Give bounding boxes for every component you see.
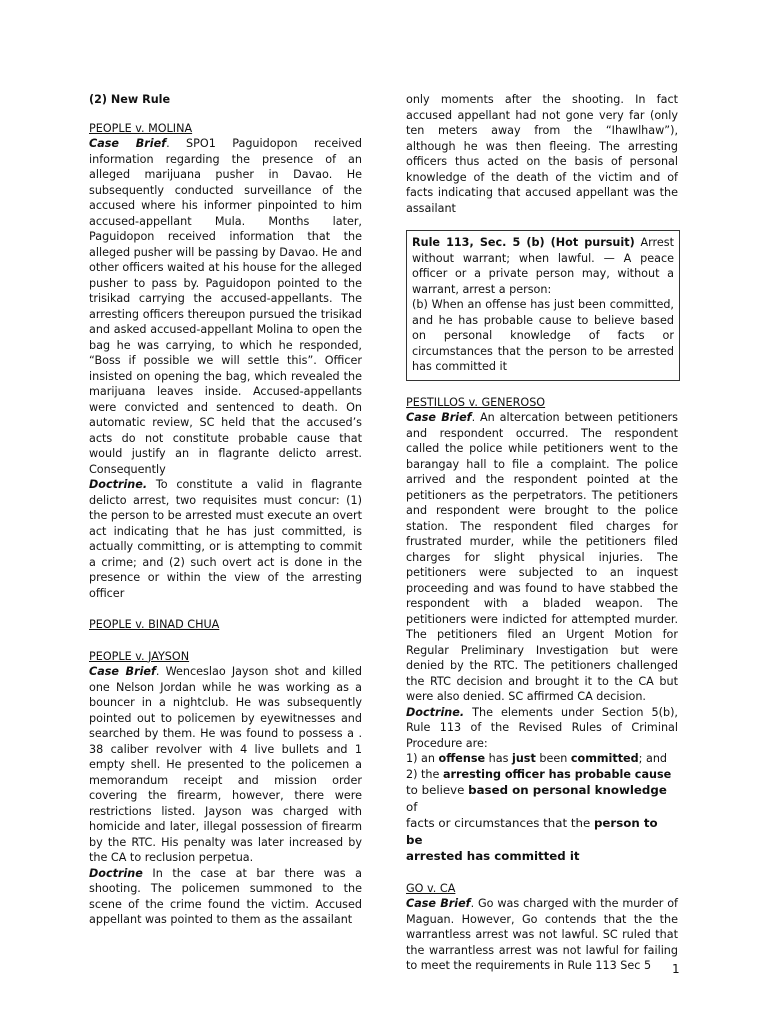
section-heading: (2) New Rule <box>89 93 171 106</box>
case-title-molina: PEOPLE v. MOLINA <box>89 121 193 135</box>
rule-box-text: Arrest without warrant; when lawful. — A peace officer or a private person may, without a warrant, arrest a person: <box>412 236 674 296</box>
element-2 <box>406 767 678 783</box>
continuation-text: only moments after the shooting. In fact accused appellant had not gone very far (only ten meters away from the “Ihawlhaw”), although he was then fleeing. The arresting officers thus acted on the basis of personal knowledge of the death of the victim and of facts indicating that accused appellant was the assailant <box>406 93 678 215</box>
element-text: ; and <box>638 752 668 765</box>
case-brief-molina <box>89 136 362 477</box>
element-bold: just <box>512 752 536 765</box>
doctrine-pestillos <box>406 705 678 752</box>
element-bold: committed <box>570 752 639 765</box>
case-brief-text: . An altercation between petitioners and respondent occurred. The respondent called the police while petitioners went to the barangay hall to file a complaint. The police arrived and the respondent pointed at the petitioners as the perpetrators. The petitioners and respondent were brought to the police station. The respondent filed charges for frustrated murder, while the petitioners filed charges for slight physical injuries. The petitioners were subjected to an inquest proceeding and was found to have stabbed the respondent with a bladed weapon. The petitioners were indicted for attempted murder. The petitioners filed an Urgent Motion for Regular Preliminary Investigation but were denied by the RTC. The petitioners challenged the RTC decision and brought it to the CA but were also denied. SC affirmed CA decision. <box>406 411 678 703</box>
case-title-jayson: PEOPLE v. JAYSON <box>89 649 190 663</box>
doctrine-text: In the case at bar there was a shooting. The policemen summoned to the scene of the crime found the victim. Accused appellant was pointed to them as the assailant <box>89 866 362 926</box>
doctrine-label: Doctrine. <box>406 705 465 719</box>
rule-box-title: Rule 113, Sec. 5 (b) (Hot pursuit) <box>412 236 635 249</box>
page-number: 1 <box>672 962 680 976</box>
doctrine-label: Doctrine <box>89 866 143 880</box>
case-brief-text: . Wenceslao Jayson shot and killed one Nelson Jordan while he was working as a bouncer in a nightclub. He was subsequently pointed out to policemen by eyewitnesses and searched by them. He was found to possess a . 38 caliber revolver with 4 live bullets and 1 empty shell. He presented to the policemen a memorandum receipt and mission order covering the firearm, however, there were restrictions listed. Jayson was charged with homicide and later, illegal possession of firearm by the RTC. His penalty was later increased by the CA to reclusion perpetua. <box>89 665 362 864</box>
element-bold: arresting officer has probable cause <box>442 767 672 781</box>
case-brief-label: Case Brief <box>89 665 156 678</box>
doctrine-text: The elements under Section 5(b), Rule 113 of the Revised Rules of Criminal Procedure are: <box>406 705 678 750</box>
case-brief-label: Case Brief <box>406 411 472 424</box>
element-text: been <box>535 752 571 765</box>
rule-113-box <box>406 230 680 381</box>
element-1 <box>406 751 678 767</box>
doctrine-molina <box>89 477 362 601</box>
case-brief-text: . SPO1 Paguidopon received information regarding the presence of an alleged marijuana pusher in Davao. He subsequently conducted surveillance of the accused where his informer pinpointed to him accused-appellant Mula. Months later, Paguidopon received information that the alleged pusher will be passing by Davao. He and other officers waited at his house for the alleged pusher to pass by. Paguidopon pointed to the trisikad carrying the accused-appellants. The arresting officers thereupon pursued the trisikad and asked accused-appellant Molina to open the bag he was carrying, to which he responded, “Boss if possible we will settle this”. Officer insisted on opening the bag, which revealed the marijuana leaves inside. Accused-appellants were convicted and sentenced to death. On automatic review, SC held that the accused’s acts do not constitute probable cause that would justify an in flagrante delicto arrest. Consequently <box>89 137 362 476</box>
element-text: 2) the <box>406 767 443 781</box>
doctrine-elements <box>406 751 678 865</box>
case-title-pestillos: PESTILLOS v. GENEROSO <box>406 395 546 409</box>
doctrine-jayson <box>89 866 362 928</box>
element-bold: person to be <box>406 816 658 847</box>
doctrine-text: To constitute a valid in flagrante delicto arrest, two requisites must concur: (1) the person to be arrested must execute an overt act indicating that he has just committed, is actually committing, or is attempting to commit a crime; and (2) such overt act is done in the presence or within the view of the arresting officer <box>89 478 362 600</box>
case-title-go: GO v. CA <box>406 881 456 895</box>
case-brief-go <box>406 896 678 974</box>
rule-box-intro <box>412 235 674 297</box>
case-brief-label: Case Brief <box>89 137 167 150</box>
element-bold: based on personal knowledge <box>468 783 667 797</box>
case-brief-jayson <box>89 664 362 866</box>
element-2-cont-2 <box>406 815 678 848</box>
case-brief-label: Case Brief <box>406 897 471 910</box>
element-text: to believe <box>406 783 469 797</box>
element-text: 1) an <box>406 752 439 765</box>
case-brief-pestillos <box>406 410 678 705</box>
element-text: facts or circumstances that the <box>406 816 594 830</box>
element-text: of <box>406 799 418 814</box>
case-brief-text: . Go was charged with the murder of Maguan. However, Go contends that the the warrantless arrest was not lawful. SC ruled that the warrantless arrest was not lawful for failing to meet the requirements in Rule 113 Sec 5 <box>406 897 678 972</box>
element-2-cont-3: arrested has committed it <box>406 849 580 863</box>
rule-box-sub: (b) When an offense has just been committed, and he has probable cause to believe based on personal knowledge of facts or circumstances that the person to be arrested has committed it <box>412 298 674 373</box>
element-bold: offense <box>438 752 486 765</box>
element-text: has <box>485 752 512 765</box>
left-column <box>89 92 362 928</box>
doctrine-label: Doctrine. <box>89 478 148 491</box>
case-title-binad-chua: PEOPLE v. BINAD CHUA <box>89 618 220 631</box>
right-column <box>406 92 678 974</box>
element-2-cont-1 <box>406 782 678 815</box>
